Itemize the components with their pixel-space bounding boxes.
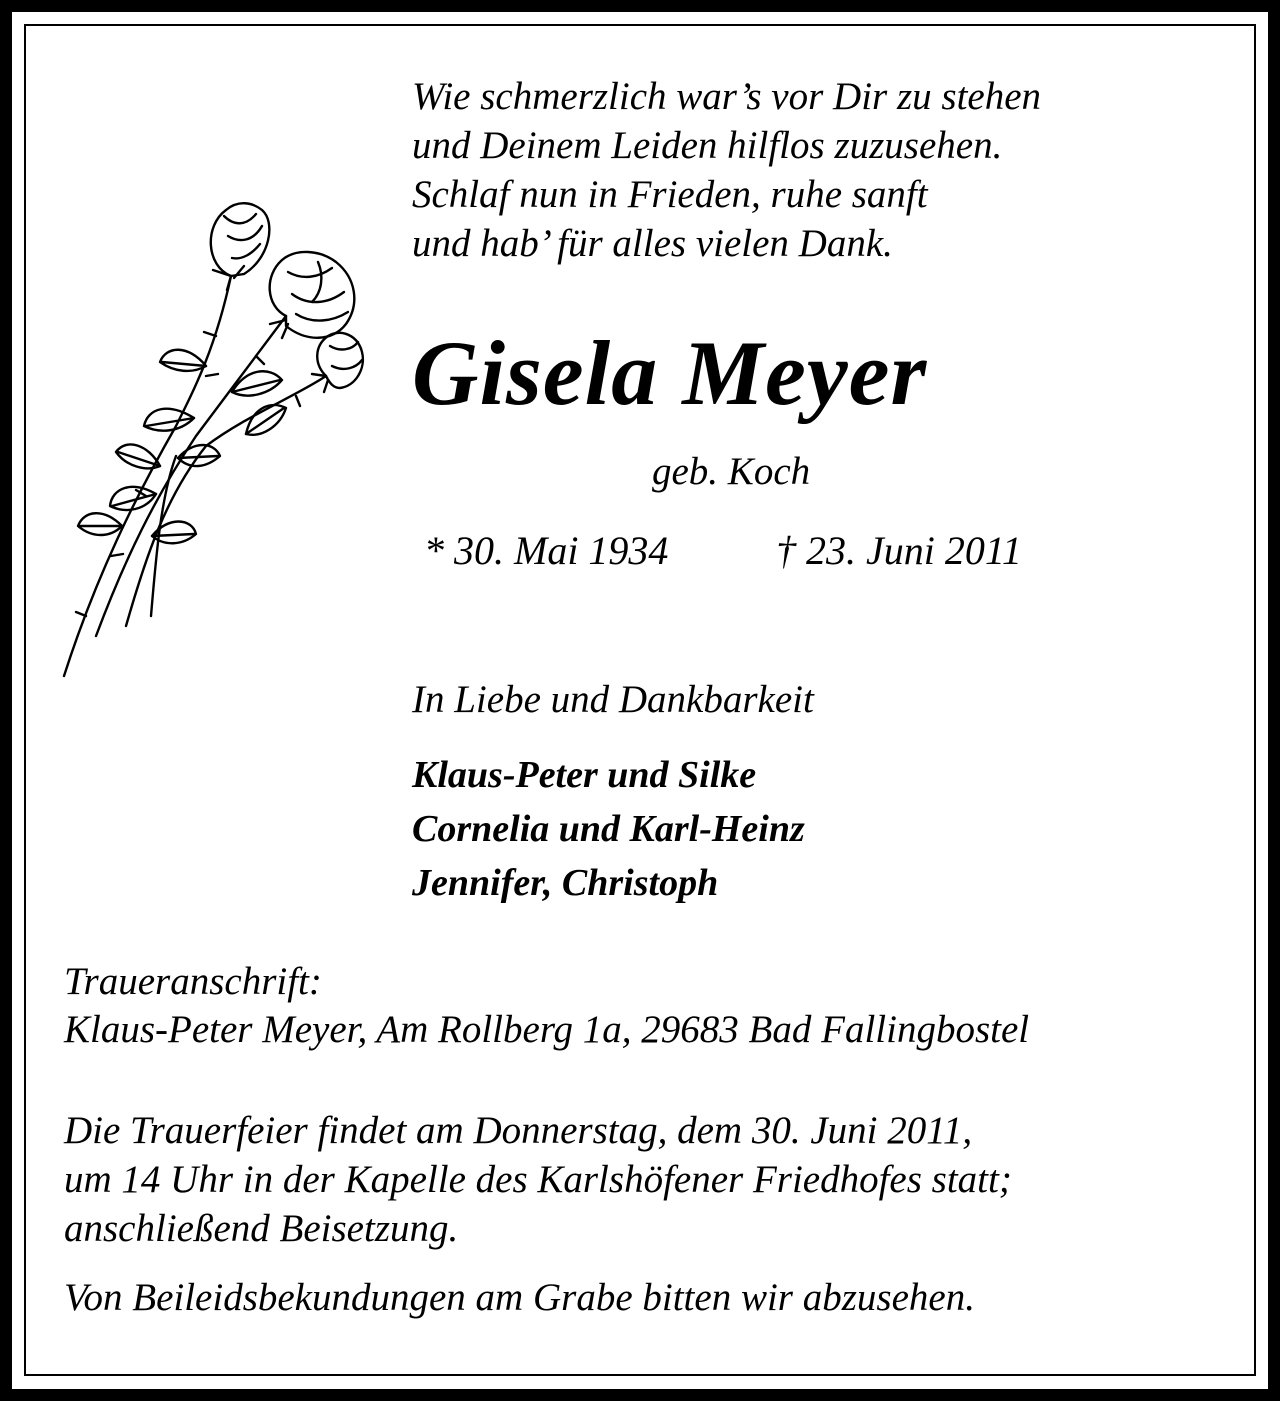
birth-date: * 30. Mai 1934 xyxy=(424,528,669,573)
poem-line: und Deinem Leiden hilflos zuzusehen. xyxy=(412,124,1003,167)
ceremony-line: anschließend Beisetzung. xyxy=(64,1207,459,1250)
mourners-intro: In Liebe und Dankbarkeit xyxy=(412,678,814,721)
mourner-name: Jennifer, Christoph xyxy=(412,862,719,904)
condolence-request: Von Beileidsbekundungen am Grabe bitten wir abzusehen. xyxy=(64,1276,975,1319)
maiden-name: geb. Koch xyxy=(652,450,811,493)
poem-line: Schlaf nun in Frieden, ruhe sanft xyxy=(412,173,928,216)
death-date: † 23. Juni 2011 xyxy=(776,528,1022,573)
mourner-name: Klaus-Peter und Silke xyxy=(412,754,757,796)
poem-line: Wie schmerzlich war’s vor Dir zu stehen xyxy=(412,75,1042,118)
ceremony-line: um 14 Uhr in der Kapelle des Karlshöfener Friedhofes statt; xyxy=(64,1158,1012,1201)
address-value: Klaus-Peter Meyer, Am Rollberg 1a, 29683 Bad Fallingbostel xyxy=(64,1008,1030,1051)
poem-line: und hab’ für alles vielen Dank. xyxy=(412,222,893,265)
ceremony-line: Die Trauerfeier findet am Donnerstag, dem 30. Juni 2011, xyxy=(64,1109,973,1152)
deceased-name: Gisela Meyer xyxy=(412,322,928,424)
poem xyxy=(412,72,1041,268)
ceremony-info xyxy=(64,1106,1012,1253)
roses-illustration-icon xyxy=(56,196,376,686)
address-label: Traueranschrift: xyxy=(64,960,322,1003)
mourner-name: Cornelia und Karl-Heinz xyxy=(412,808,805,850)
mourners-list xyxy=(412,748,805,910)
